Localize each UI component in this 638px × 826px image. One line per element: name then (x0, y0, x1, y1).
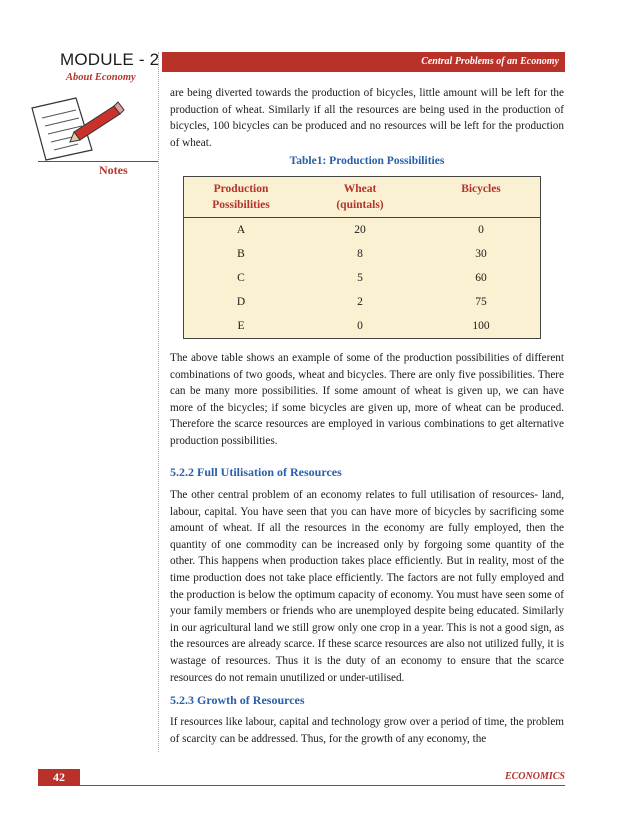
margin-divider (158, 52, 159, 752)
table-cell: E (237, 320, 245, 332)
table-cell: B (237, 248, 245, 260)
table-row (184, 290, 541, 314)
table-explanation-paragraph: The above table shows an example of some of the production possibilities of different combinations of two goods, wheat and bicycles. There are only five possibilities. There can be many more possibilities. If some amount of wheat is given up, we can have more of the bicycles; if some bicycles are given up, more of wheat can be produced. Therefore the scarce resources are employed in various combinations to get alternative production possibilities. (170, 352, 564, 447)
footer-rule (80, 785, 565, 786)
table-cell: D (236, 296, 246, 308)
intro-paragraph: are being diverted towards the production of bicycles, little amount will be left for the production of wheat. Similarly if all the resources are being used in the production of bicycles, 100 bicycles can be produced and no resources will be left for the production of wheat. (170, 87, 564, 149)
table-cell: C (237, 272, 245, 284)
chapter-title: Central Problems of an Economy (421, 56, 559, 67)
module-title: MODULE - 2 (60, 50, 160, 69)
table-cell: 20 (354, 224, 366, 236)
table-header-row (184, 177, 541, 218)
table-cell: 75 (475, 296, 487, 308)
column-header: Wheat (quintals) (298, 177, 422, 218)
section-body-5-2-3: If resources like labour, capital and technology grow over a period of time, the problem of scarcity can be addressed. Thus, for the growth of any economy, the (170, 716, 564, 745)
table-row (184, 266, 541, 290)
table-row (184, 242, 541, 266)
table-cell: A (236, 224, 246, 236)
table-cell: 30 (475, 248, 487, 260)
table-cell: 2 (357, 296, 363, 308)
section-body-5-2-2: The other central problem of an economy relates to full utilisation of resources- land, labour, capital. You have seen that you can have more of bicycles by sacrificing some amount of wheat. If all the resources in the economy are fully employed, then the quantity of one commodity can be increased only by forgoing some quantity of the other. This happens when production takes place efficiently. But in reality, most of the time production does not take place efficiently. The factors are not fully employed and the production is below the optimum capacity of economy. You must have seen some of your family members or friends who are unemployed despite being educated. Similarly in our agricultural land we still grow only one crop in a year. This is not a good sign, as the resources are already scarce. If these scarce resources are also not utilized fully, it is wastage of resources. Thus it is the duty of an economy to ensure that the scarce resources do not remain unutilized or under-utilised. (170, 489, 564, 684)
production-possibilities-table (183, 176, 541, 339)
table-row (184, 314, 541, 339)
table-row (184, 218, 541, 243)
table-cell: 8 (357, 248, 363, 260)
table-cell: 60 (475, 272, 487, 284)
section-heading-5-2-3: 5.2.3 Growth of Resources (170, 693, 305, 707)
column-header: Bicycles (422, 177, 541, 218)
table-cell: 100 (472, 320, 490, 332)
section-heading-5-2-2: 5.2.2 Full Utilisation of Resources (170, 465, 342, 479)
module-subtitle: About Economy (66, 72, 136, 83)
notes-label: Notes (99, 163, 128, 177)
notes-divider (38, 161, 158, 162)
table-caption: Table1: Production Possibilities (289, 155, 445, 167)
notes-icon (18, 92, 130, 162)
page-number: 42 (38, 769, 80, 786)
table-cell: 0 (478, 224, 484, 236)
column-header: Production Possibilities (184, 177, 299, 218)
table-cell: 5 (357, 272, 363, 284)
header-bar (162, 52, 565, 72)
table-cell: 0 (357, 320, 363, 332)
book-title: ECONOMICS (504, 771, 565, 782)
